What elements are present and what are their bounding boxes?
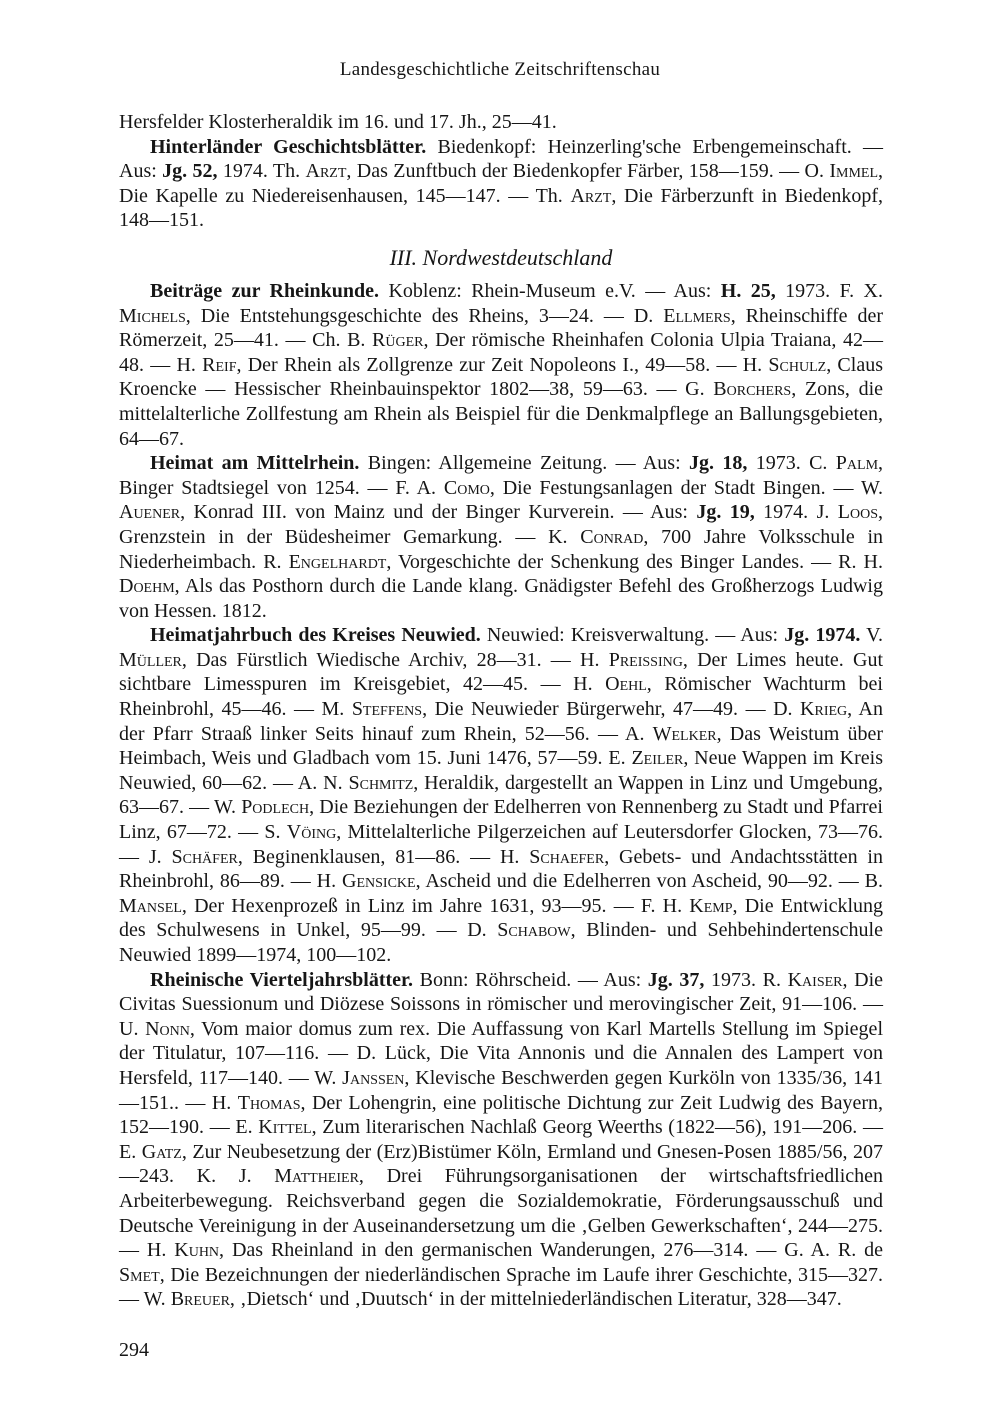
author-name: Smet — [119, 1263, 160, 1286]
running-head: Landesgeschichtliche Zeitschriftenschau — [339, 59, 661, 80]
author-name: Gatz — [141, 1140, 182, 1163]
author-name: Arzt — [305, 160, 347, 183]
author-name: Como — [443, 476, 490, 499]
author-name: Nonn — [145, 1017, 190, 1040]
author-name: Steffens — [351, 698, 423, 721]
author-name: Welker — [652, 722, 717, 745]
entry-mittelrhein: Heimat am Mittelrhein. Bingen: Allgemeine Zeitung. — Aus: Jg. 18, 1973. C. Palm, Binger Stadtsiegel von 1254. — F. A. Como, Die Festungsanlagen der Stadt Bingen. — W. Auener, Konrad III. von Mainz und der Binger Kurverein. — Aus: Jg. 19, 1974. J. Loos, Grenzstein in der Büdesheimer Gemarkung. — K. Conrad, 700 Jahre Volksschule in Niederheimbach. R. Engelhardt, Vorgeschichte der Schenkung des Binger Landes. — R. H. Doehm, Als das Posthorn durch die Lande klang. Gnädigster Befehl des Großherzogs Ludwig von Hessen. 1812. — [119, 452, 884, 622]
author-name: Schaefer — [529, 845, 605, 868]
author-name: Arzt — [570, 184, 612, 207]
text-column — [119, 110, 883, 1312]
journal-title: Rheinische Vierteljahrsblätter. — [150, 968, 414, 991]
author-name: Müller — [119, 648, 182, 671]
author-name: Schmitz — [348, 771, 414, 794]
author-name: Kittel — [258, 1116, 312, 1139]
page-number: 294 — [119, 1339, 149, 1361]
author-name: Rüger — [372, 329, 424, 352]
entry-rheinkunde: Beiträge zur Rheinkunde. Koblenz: Rhein-Museum e.V. — Aus: H. 25, 1973. F. X. Michels, Die Entstehungsgeschichte des Rheins, 3—24. — D. Ellmers, Rheinschiffe der Römerzeit, 25—41. — Ch. B. Rüger, Der römische Rheinhafen Colonia Ulpia Traiana, 42—48. — H. Reif, Der Rhein als Zollgrenze zur Zeit Nopoleons I., 49—58. — H. Schulz, Claus Kroencke — Hessischer Rheinbauinspektor 1802—38, 59—63. — G. Borchers, Zons, die mittelalterliche Zollfestung am Rhein als Beispiel für die Denkmalpflege an Ballungsgebieten, 64—67. — [119, 279, 883, 450]
author-name: Oehl — [605, 673, 647, 696]
author-name: Krieg — [800, 698, 848, 721]
author-name: Ellmers — [663, 304, 731, 327]
entry-neuwied: Heimatjahrbuch des Kreises Neuwied. Neuwied: Kreisverwaltung. — Aus: Jg. 1974. V. Müller, Das Fürstlich Wiedische Archiv, 28—31. — H. Preissing, Der Limes heute. Gut sichtbare Limesspuren im Kreisgebiet, 42—45. — H. Oehl, Römischer Wachturm bei Rheinbrohl, 45—46. — M. Steffens, Die Neuwieder Bürgerwehr, 47—49. — D. Krieg, An der Pfarr Straaß linker Seits hinauf zum Rhein, 52—56. — A. Welker, Das Weistum über Heimbach, Weis und Gladbach vom 15. Juni 1476, 57—59. E. Zeiler, Neue Wappen im Kreis Neuwied, 60—62. — A. N. Schmitz, Heraldik, dargestellt an Wappen in Linz und Umgebung, 63—67. — W. Podlech, Die Beziehungen der Edelherren von Rennenberg zu Stadt und Pfarrei Linz, 67—72. — S. Vöing, Mittelalterliche Pilgerzeichen auf Leutersdorfer Glocken, 73—76. — J. Schäfer, Beginenklausen, 81—86. — H. Schaefer, Gebets- und Andachtsstätten in Rheinbrohl, 86—89. — H. Gensicke, Ascheid und die Edelherren von Ascheid, 90—92. — B. Mansel, Der Hexenprozeß in Linz im Jahre 1631, 93—95. — F. H. Kemp, Die Entwicklung des Schulwesens in Unkel, 95—99. — D. Schabow, Blinden- und Sehbehindertenschule Neuwied 1899—1974, 100—102. — [119, 624, 884, 966]
author-name: Thomas — [237, 1091, 301, 1114]
author-name: Janssen — [342, 1066, 405, 1089]
journal-title: Beiträge zur Rheinkunde. — [150, 279, 380, 302]
volume-label: Jg. 37, — [647, 968, 705, 991]
author-name: Kaiser — [787, 968, 843, 991]
section-heading: III. Nordwestdeutschland — [389, 244, 613, 270]
author-name: Podlech — [241, 796, 310, 819]
author-name: Gensicke — [342, 870, 416, 893]
author-name: Immel — [829, 160, 879, 183]
author-name: Auener — [119, 501, 181, 524]
author-name: Schäfer — [171, 845, 238, 868]
author-name: Conrad — [580, 525, 644, 548]
author-name: Schabow — [497, 919, 571, 942]
journal-title: Hinterländer Geschichtsblätter. — [150, 135, 427, 158]
author-name: Engelhardt — [288, 550, 387, 573]
author-name: Schulz — [768, 353, 827, 376]
author-name: Mansel — [119, 894, 182, 917]
volume-label: H. 25, — [720, 279, 776, 302]
volume-label: Jg. 52, — [162, 160, 218, 183]
author-name: Kuhn — [174, 1239, 220, 1262]
continuation-paragraph: Hersfelder Klosterheraldik im 16. und 17. Jh., 25—41. — [119, 111, 557, 133]
author-name: Reif — [202, 353, 237, 376]
journal-title: Heimatjahrbuch des Kreises Neuwied. — [150, 624, 481, 647]
author-name: Zeiler — [631, 747, 684, 770]
volume-label: Jg. 1974. — [784, 624, 861, 647]
author-name: Palm — [835, 452, 879, 475]
author-name: Borchers — [713, 378, 792, 401]
author-name: Breuer — [170, 1288, 230, 1311]
volume-label: Jg. 18, — [689, 452, 748, 475]
author-name: Vöing — [286, 821, 337, 844]
author-name: Kemp — [689, 894, 733, 917]
author-name: Michels — [119, 304, 186, 327]
author-name: Doehm — [119, 575, 175, 598]
entry-vierteljahrsblaetter: Rheinische Vierteljahrsblätter. Bonn: Röhrscheid. — Aus: Jg. 37, 1973. R. Kaiser, Die Civitas Suessionum und Diözese Soissons in römischer und merovingischer Zeit, 91—106. — U. Nonn, Vom maior domus zum rex. Die Auffassung von Karl Martells Stellung im Spiegel der Titulatur, 107—116. — D. Lück, Die Vita Annonis und die Annalen des Lampert von Hersfeld, 117—140. — W. Janssen, Klevische Beschwerden gegen Kurköln von 1335/36, 141—151.. — H. Thomas, Der Lohengrin, eine politische Dichtung zur Zeit Ludwig des Bayern, 152—190. — E. Kittel, Zum literarischen Nachlaß Georg Weerths (1822—56), 191—206. — E. Gatz, Zur Neubesetzung der (Erz)Bistümer Köln, Ermland und Gnesen-Posen 1885/56, 207—243. K. J. Mattheier, Drei Führungsorganisationen der wirtschaftsfriedlichen Arbeiterbewegung. Reichsverband gegen die Sozialdemokratie, Förderungsausschuß und Deutsche Vereinigung in der Auseinandersetzung um die ‚Gelben Gewerkschaften‘, 244—275. — H. Kuhn, Das Rheinland in den germanischen Wanderungen, 276—314. — G. A. R. de Smet, Die Bezeichnungen der niederländischen Sprache im Laufe ihrer Geschichte, 315—327. — W. Breuer, ‚Dietsch‘ und ‚Duutsch‘ in der mittelniederländischen Literatur, 328—347. — [119, 968, 884, 1311]
entry-hinterlaender: Hinterländer Geschichtsblätter. Biedenkopf: Heinzerling'sche Erbengemeinschaft. — Aus: Jg. 52, 1974. Th. Arzt, Das Zunftbuch der Biedenkopfer Färber, 158—159. — O. Immel, Die Kapelle zu Niedereisenhausen, 145—147. — Th. Arzt, Die Färberzunft in Biedenkopf, 148—151. — [119, 135, 884, 232]
author-name: Loos — [837, 501, 878, 524]
author-name: Preissing — [608, 648, 683, 671]
volume-label: Jg. 19, — [696, 501, 755, 524]
author-name: Mattheier — [274, 1165, 359, 1188]
journal-title: Heimat am Mittelrhein. — [150, 452, 360, 475]
